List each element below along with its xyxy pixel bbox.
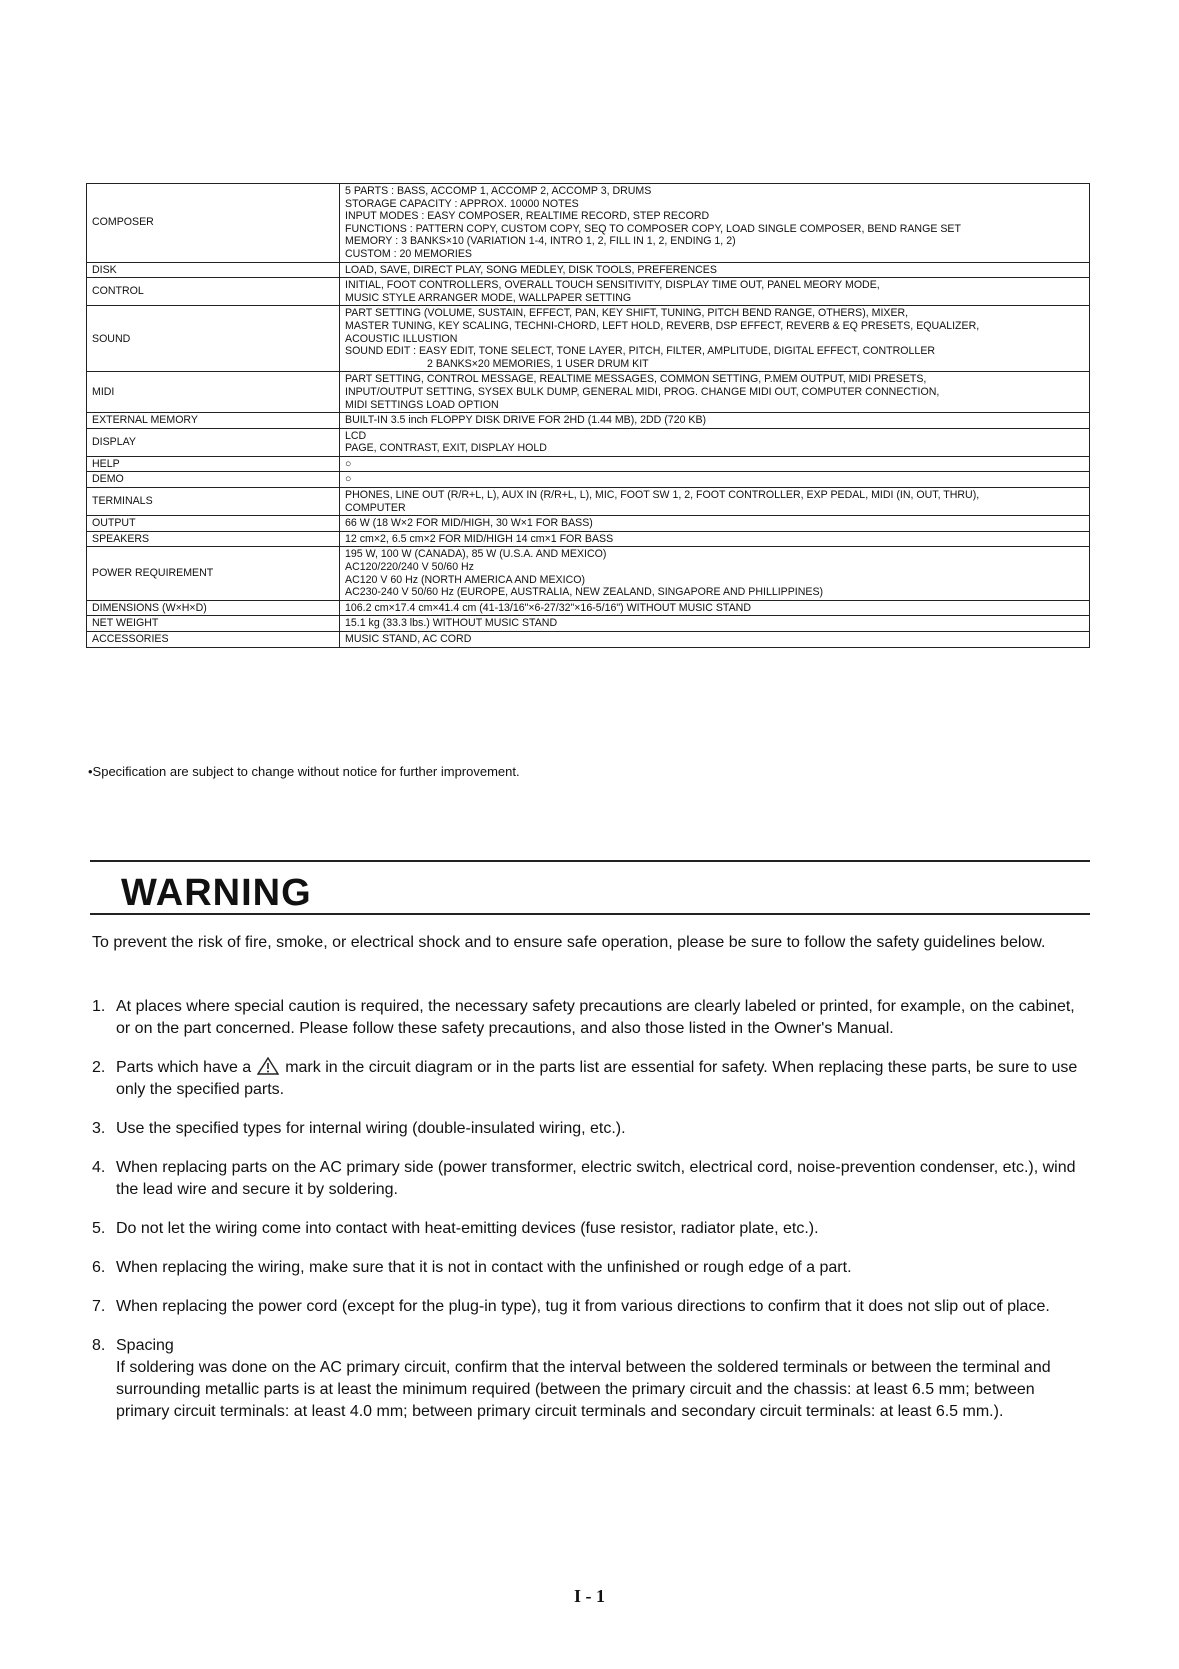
guideline-text: Do not let the wiring come into contact with heat-emitting devices (fuse resistor, radiator plate, etc.). — [116, 1220, 819, 1237]
guideline-text: At places where special caution is required, the necessary safety precautions are clearly labeled or printed, for example, on the cabinet, or on the part concerned. Please follow these safety precautions, and also those listed in the Owner's Manual. — [116, 998, 1075, 1037]
spec-value — [340, 456, 1090, 472]
guideline-item — [92, 1118, 1087, 1140]
spec-value-line: FUNCTIONS : PATTERN COPY, CUSTOM COPY, SEQ TO COMPOSER COPY, LOAD SINGLE COMPOSER, BEND RANGE SET — [345, 222, 961, 235]
spec-value-line: MEMORY : 3 BANKS×10 (VARIATION 1-4, INTRO 1, 2, FILL IN 1, 2, ENDING 1, 2) — [345, 235, 736, 248]
spec-value-line: ○ — [345, 473, 352, 486]
spec-value — [340, 516, 1090, 532]
spec-row — [87, 488, 1090, 516]
spec-value-line: ○ — [345, 457, 352, 470]
guideline-text: When replacing the wiring, make sure that it is not in contact with the unfinished or rough edge of a part. — [116, 1259, 852, 1276]
spec-value-line: PAGE, CONTRAST, EXIT, DISPLAY HOLD — [345, 442, 547, 455]
spec-value — [340, 488, 1090, 516]
spec-value-line: MIDI SETTINGS LOAD OPTION — [345, 398, 499, 411]
guideline-text: If soldering was done on the AC primary circuit, confirm that the interval between the soldered terminals or between the terminal and surrounding metallic parts is at least the minimum required (between the primary circuit and the chassis: at least 6.5 mm; between primary circuit terminals: at least 4.0 mm; between primary circuit terminals and secondary circuit terminals: at least 6.5 mm.). — [116, 1359, 1051, 1420]
spec-value — [340, 372, 1090, 413]
guideline-text: Use the specified types for internal wiring (double-insulated wiring, etc.). — [116, 1120, 626, 1137]
guideline-number: 7. — [92, 1298, 106, 1315]
spec-value-line: SOUND EDIT : EASY EDIT, TONE SELECT, TONE LAYER, PITCH, FILTER, AMPLITUDE, DIGITAL EFFECT, CONTROLLER — [345, 345, 936, 358]
guideline-item — [92, 996, 1087, 1040]
guideline-number: 4. — [92, 1159, 106, 1176]
spec-label: SPEAKERS — [87, 531, 340, 547]
spec-row — [87, 278, 1090, 306]
spec-value — [340, 616, 1090, 632]
spec-value — [340, 306, 1090, 372]
spec-value-line: 195 W, 100 W (CANADA), 85 W (U.S.A. AND MEXICO) — [345, 548, 607, 561]
spec-value-line: LOAD, SAVE, DIRECT PLAY, SONG MEDLEY, DISK TOOLS, PREFERENCES — [345, 263, 717, 276]
spec-value-line: PART SETTING, CONTROL MESSAGE, REALTIME MESSAGES, COMMON SETTING, P.MEM OUTPUT, MIDI PRESETS, — [345, 373, 927, 386]
spec-label: MIDI — [87, 372, 340, 413]
spec-value-line: STORAGE CAPACITY : APPROX. 10000 NOTES — [345, 197, 579, 210]
spec-value — [340, 531, 1090, 547]
spec-value — [340, 413, 1090, 429]
spec-value-line: AC120/220/240 V 50/60 Hz — [345, 561, 474, 574]
spec-value-line: 106.2 cm×17.4 cm×41.4 cm (41-13/16"×6-27/32"×16-5/16") WITHOUT MUSIC STAND — [345, 601, 751, 614]
spec-row — [87, 600, 1090, 616]
warning-bottom-rule — [90, 913, 1090, 915]
page-number: I - 1 — [574, 1586, 605, 1606]
spec-value-line: 5 PARTS : BASS, ACCOMP 1, ACCOMP 2, ACCOMP 3, DRUMS — [345, 185, 652, 197]
guideline-number: 3. — [92, 1120, 106, 1137]
warning-top-rule — [90, 860, 1090, 862]
spec-value — [340, 278, 1090, 306]
spec-value-line: MASTER TUNING, KEY SCALING, TECHNI-CHORD, LEFT HOLD, REVERB, DSP EFFECT, REVERB & EQ PRESETS, EQUALIZER, — [345, 319, 980, 332]
guideline-item — [92, 1257, 1087, 1279]
spec-value — [340, 547, 1090, 600]
spec-value-line: CUSTOM : 20 MEMORIES — [345, 247, 472, 260]
spec-label: POWER REQUIREMENT — [87, 547, 340, 600]
spec-row — [87, 516, 1090, 532]
guideline-text: When replacing parts on the AC primary side (power transformer, electric switch, electrical cord, noise-prevention condenser, etc.), wind the lead wire and secure it by soldering. — [116, 1159, 1076, 1198]
spec-row — [87, 306, 1090, 372]
spec-value-line: MUSIC STYLE ARRANGER MODE, WALLPAPER SETTING — [345, 291, 632, 304]
spec-value-line: MUSIC STAND, AC CORD — [345, 633, 472, 645]
guideline-item — [92, 1218, 1087, 1240]
spec-value-line: 12 cm×2, 6.5 cm×2 FOR MID/HIGH 14 cm×1 FOR BASS — [345, 532, 614, 545]
spec-row — [87, 372, 1090, 413]
spec-row — [87, 428, 1090, 456]
spec-row — [87, 413, 1090, 429]
spec-value — [340, 600, 1090, 616]
spec-value-line: ACOUSTIC ILLUSTION — [345, 332, 458, 345]
spec-row — [87, 531, 1090, 547]
guideline-item — [92, 1157, 1087, 1201]
spec-label: DISK — [87, 262, 340, 278]
spec-value — [340, 184, 1090, 263]
spec-label: NET WEIGHT — [87, 616, 340, 632]
guideline-text: When replacing the power cord (except for the plug-in type), tug it from various directions to confirm that it does not slip out of place. — [116, 1298, 1050, 1315]
spec-row — [87, 547, 1090, 600]
spec-value-line: INPUT/OUTPUT SETTING, SYSEX BULK DUMP, GENERAL MIDI, PROG. CHANGE MIDI OUT, COMPUTER CONNECTION, — [345, 385, 940, 398]
guideline-number: 1. — [92, 998, 106, 1015]
warning-title: WARNING — [121, 872, 312, 914]
spec-label: COMPOSER — [87, 184, 340, 263]
guideline-number: 6. — [92, 1259, 106, 1276]
guideline-item — [92, 1057, 1087, 1101]
guideline-number: 8. — [92, 1337, 106, 1354]
spec-value-line: COMPUTER — [345, 501, 406, 514]
spec-row — [87, 262, 1090, 278]
guideline-item — [92, 1335, 1087, 1423]
guideline-text-after: mark in the circuit diagram or in the parts list are essential for safety. When replacing these parts, be sure to use only the specified parts. — [116, 1059, 1078, 1098]
spec-value-line: LCD — [345, 429, 367, 442]
spec-label: EXTERNAL MEMORY — [87, 413, 340, 429]
spec-value-line: AC120 V 60 Hz (NORTH AMERICA AND MEXICO) — [345, 573, 585, 586]
spec-label: OUTPUT — [87, 516, 340, 532]
spec-value-line: INPUT MODES : EASY COMPOSER, REALTIME RECORD, STEP RECORD — [345, 210, 710, 223]
spec-label: DIMENSIONS (W×H×D) — [87, 600, 340, 616]
spec-label: ACCESSORIES — [87, 632, 340, 648]
spec-value — [340, 262, 1090, 278]
spec-value-line: 15.1 kg (33.3 lbs.) WITHOUT MUSIC STAND — [345, 617, 558, 630]
spec-value-line: AC230-240 V 50/60 Hz (EUROPE, AUSTRALIA, NEW ZEALAND, SINGAPORE AND PHILLIPPINES) — [345, 586, 824, 599]
safety-guidelines-list — [92, 996, 1087, 1440]
spec-label: SOUND — [87, 306, 340, 372]
spec-value — [340, 472, 1090, 488]
spec-value-line: 2 BANKS×20 MEMORIES, 1 USER DRUM KIT — [427, 357, 649, 370]
spec-value-line: INITIAL, FOOT CONTROLLERS, OVERALL TOUCH SENSITIVITY, DISPLAY TIME OUT, PANEL MEORY MODE, — [345, 279, 880, 292]
warning-intro: To prevent the risk of fire, smoke, or electrical shock and to ensure safe operation, please be sure to follow the safety guidelines below. — [92, 934, 1046, 951]
spec-label: CONTROL — [87, 278, 340, 306]
spec-row — [87, 456, 1090, 472]
spec-value-line: PHONES, LINE OUT (R/R+L, L), AUX IN (R/R+L, L), MIC, FOOT SW 1, 2, FOOT CONTROLLER, EXP PEDAL, MIDI (IN, OUT, THRU), — [345, 489, 980, 502]
spec-value-line: 66 W (18 W×2 FOR MID/HIGH, 30 W×1 FOR BASS) — [345, 517, 593, 530]
spec-label: TERMINALS — [87, 488, 340, 516]
spec-value — [340, 632, 1090, 648]
spec-value-line: PART SETTING (VOLUME, SUSTAIN, EFFECT, PAN, KEY SHIFT, TUNING, PITCH BEND RANGE, OTHERS), MIXER, — [345, 307, 909, 320]
spec-label: DISPLAY — [87, 428, 340, 456]
spec-note: •Specification are subject to change without notice for further improvement. — [88, 764, 520, 779]
spec-row — [87, 184, 1090, 263]
guideline-title: Spacing — [116, 1337, 174, 1354]
spec-label: HELP — [87, 456, 340, 472]
spec-row — [87, 472, 1090, 488]
spec-value-line: BUILT-IN 3.5 inch FLOPPY DISK DRIVE FOR 2HD (1.44 MB), 2DD (720 KB) — [345, 414, 707, 427]
warning-triangle-icon — [257, 1057, 279, 1075]
spec-value — [340, 428, 1090, 456]
guideline-number: 2. — [92, 1059, 106, 1076]
guideline-item — [92, 1296, 1087, 1318]
spec-row — [87, 616, 1090, 632]
guideline-number: 5. — [92, 1220, 106, 1237]
spec-label: DEMO — [87, 472, 340, 488]
spec-table — [86, 183, 1090, 648]
guideline-text-before: Parts which have a — [116, 1059, 252, 1076]
spec-row — [87, 632, 1090, 648]
